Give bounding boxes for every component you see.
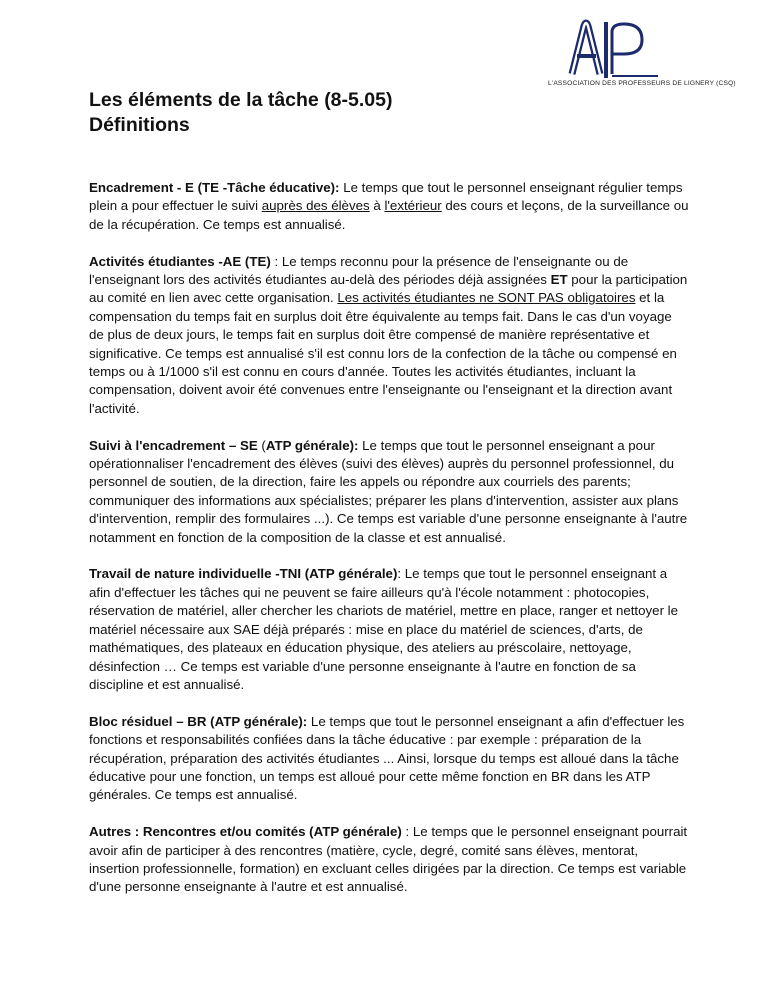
suivi-heading-b: ATP générale): bbox=[265, 437, 359, 453]
activites-text-b: pour la participation au comité en lien avec cette organisation. bbox=[89, 272, 688, 306]
section-encadrement bbox=[89, 179, 689, 234]
section-suivi bbox=[89, 437, 689, 547]
logo-bar bbox=[604, 22, 608, 78]
autres-heading: Autres : Rencontres et/ou comités (ATP générale) bbox=[89, 824, 402, 840]
section-travail bbox=[89, 565, 689, 694]
section-activites bbox=[89, 253, 689, 419]
section-autres bbox=[89, 823, 689, 897]
apl-logo-icon bbox=[554, 18, 664, 78]
bloc-heading: Bloc résiduel – BR (ATP générale): bbox=[89, 713, 308, 729]
encadrement-underline-1: auprès des élèves bbox=[261, 198, 370, 214]
encadrement-text-b: à bbox=[369, 198, 385, 214]
encadrement-text-c: des cours et leçons, de la surveillance ou de la récupération. Ce temps est annualisé. bbox=[89, 198, 689, 232]
autres-text: : Le temps que le personnel enseignant pourrait avoir afin de participer à des rencontres (matière, cycle, degré, comité sans élèves, mentorat, insertion professionnelle, formation) en excluant celles dirigées par la direction. Ce temps est variable d'une personne enseignante à l'autre et est annualisé. bbox=[89, 824, 688, 895]
travail-heading: Travail de nature individuelle -TNI (ATP générale) bbox=[89, 566, 398, 582]
logo-caption: L'ASSOCIATION DES PROFESSEURS DE LIGNERY (CSQ) bbox=[548, 80, 736, 87]
activites-heading: Activités étudiantes -AE (TE) bbox=[89, 253, 271, 269]
encadrement-heading: Encadrement - E (TE -Tâche éducative): bbox=[89, 180, 340, 195]
activites-text-a: : Le temps reconnu pour la présence de l'enseignante ou de l'enseignant lors des activités étudiantes au-delà des périodes déjà assignées bbox=[89, 253, 629, 288]
suivi-heading-a: Suivi à l'encadrement – SE bbox=[89, 437, 258, 453]
activites-text-c: et la compensation du temps fait en surplus doit être équivalente au temps fait. Dans le cas d'un voyage de plus de deux jours, le temps fait en surplus doit être compensé de manière représentative et significative. Ce temps est annualisé s'il est connu lors de la confection de la tâche ou compensé en temps ou à 1/1000 s'il est connu en cours d'année. Toutes les activités étudiantes, incluant la compensation, doivent avoir été convenues entre l'enseignante ou l'enseignant et la direction avant l'activité. bbox=[89, 290, 677, 416]
association-logo bbox=[548, 18, 748, 93]
section-bloc bbox=[89, 713, 689, 805]
title-line-2: Définitions bbox=[89, 114, 190, 136]
travail-text: : Le temps que tout le personnel enseignant a afin d'effectuer les tâches qui ne peuvent se faire ailleurs qu'à l'école notamment : photocopies, réservation de matériel, aller chercher les chariots de matériel, mettre en place, ranger et nettoyer le matériel nécessaire aux SAE déjà préparés : mise en place du matériel de sciences, d'arts, de mathématiques, des plateaux en éducation physique, des ateliers au préscolaire, nettoyage, désinfection … Ce temps est variable d'une personne enseignante à l'autre en fonction de sa discipline et est annualisé. bbox=[89, 566, 679, 692]
encadrement-text-a: Le temps que tout le personnel enseignant régulier temps plein a pour effectuer le suivi bbox=[89, 180, 683, 214]
activites-underlined: Les activités étudiantes ne SONT PAS obligatoires bbox=[337, 290, 636, 306]
title-line-1: Les éléments de la tâche (8-5.05) bbox=[89, 89, 393, 111]
page-title bbox=[89, 88, 392, 138]
suivi-text: Le temps que tout le personnel enseignant a pour opérationnaliser l'encadrement des élèves (suivi des élèves) auprès du personnel professionnel, du personnel de soutien, de la direction, faire les appels ou répondre aux courriels des parents; communiquer des informations aux spécialistes; préparer les plans d'intervention, assister aux plans d'intervention, remplir des formulaires ...). Ce temps est variable d'une personne enseignante à l'autre notamment en fonction de la composition de la classe et est annualisé. bbox=[89, 437, 688, 545]
logo-letter-a bbox=[572, 23, 600, 74]
suivi-mid: ( bbox=[257, 437, 266, 453]
definitions-body bbox=[89, 179, 689, 915]
bloc-text: Le temps que tout le personnel enseignant a afin d'effectuer les fonctions et responsabilités confiées dans la tâche éducative : par exemple : préparation de la récupération, préparation des activités étudiantes ... Ainsi, lorsque du temps est alloué dans la tâche éducative pour une fonction, un temps est alloué pour cette même fonction en BR dans les ATP générales. Ce temps est annualisé. bbox=[89, 713, 685, 803]
activites-bold-et: ET bbox=[550, 272, 568, 288]
logo-letter-p bbox=[612, 24, 642, 74]
encadrement-underline-2: l'extérieur bbox=[384, 198, 442, 214]
